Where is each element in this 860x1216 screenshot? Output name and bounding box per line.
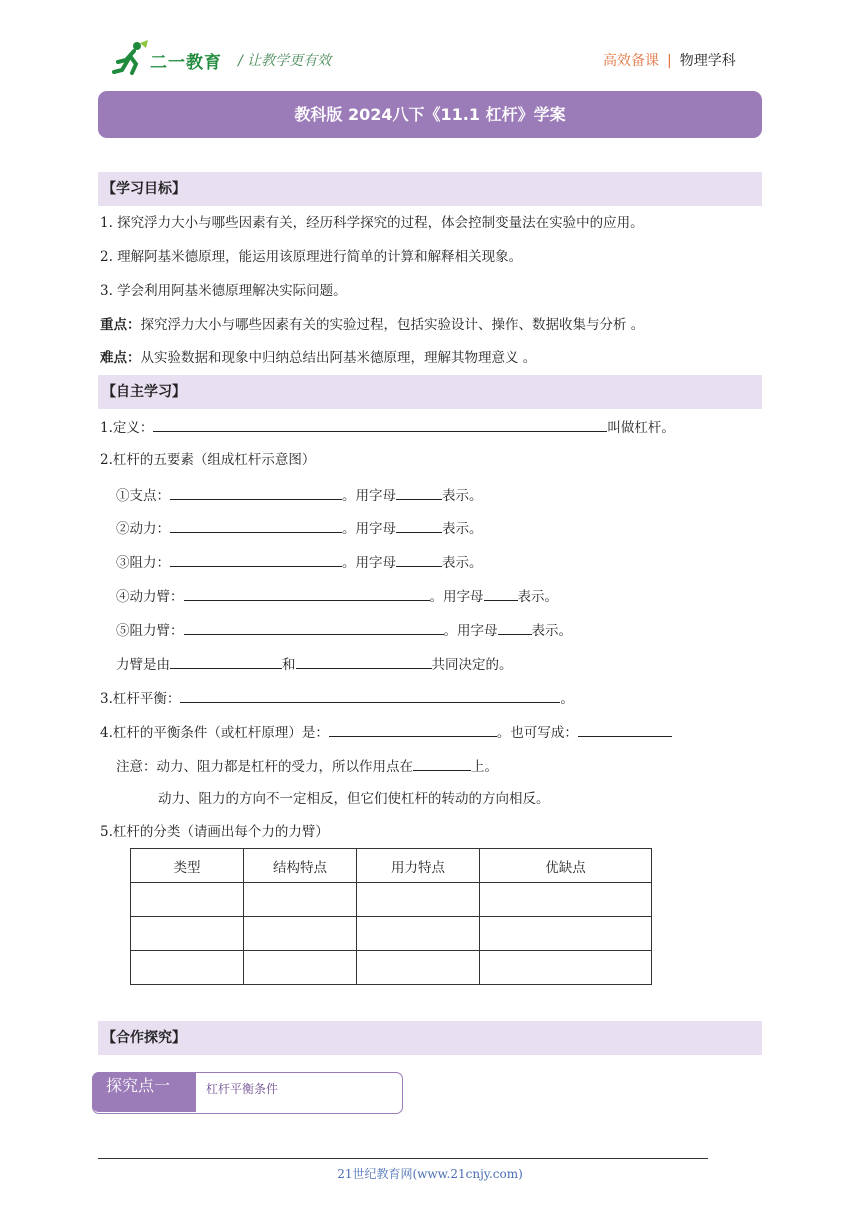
key-point-label: 重点： xyxy=(100,317,141,333)
header-separator: | xyxy=(667,53,672,69)
question-1-prefix: 1.定义： xyxy=(100,420,154,436)
blank-resistance-arm-letter[interactable] xyxy=(498,619,532,635)
header-tag-subject: 物理学科 xyxy=(679,53,736,69)
table-cell[interactable] xyxy=(357,883,480,917)
arm-text-a: 力臂是由 xyxy=(116,657,170,673)
blank-balance[interactable] xyxy=(180,687,560,703)
element-end: 表示。 xyxy=(442,555,483,571)
question-4-mid: 。也可写成： xyxy=(496,725,578,741)
element-label: ②动力： xyxy=(116,521,170,537)
key-point-text: 探究浮力大小与哪些因素有关的实验过程，包括实验设计、操作、数据收集与分析 。 xyxy=(140,317,645,333)
difficult-point-label: 难点： xyxy=(100,350,141,366)
element-row-2 xyxy=(116,517,483,539)
element-end: 表示。 xyxy=(531,623,572,639)
element-end: 表示。 xyxy=(442,488,483,504)
blank-fulcrum-letter[interactable] xyxy=(396,484,442,500)
question-1 xyxy=(100,416,675,438)
blank-effort-arm[interactable] xyxy=(184,585,430,601)
question-3 xyxy=(100,687,574,709)
table-cell[interactable] xyxy=(480,883,652,917)
blank-arm-2[interactable] xyxy=(296,653,432,669)
table-cell[interactable] xyxy=(131,883,244,917)
arm-text-c: 共同决定的。 xyxy=(431,657,513,673)
blank-balance-condition[interactable] xyxy=(329,721,497,737)
blank-resistance-arm[interactable] xyxy=(184,619,444,635)
element-end: 表示。 xyxy=(442,521,483,537)
question-5: 5.杠杆的分类（请画出每个力的力臂） xyxy=(100,824,329,840)
lever-classification-table xyxy=(130,848,652,985)
goal-item-1: 1. 探究浮力大小与哪些因素有关，经历科学探究的过程，体会控制变量法在实验中的应用。 xyxy=(100,215,644,231)
table-cell[interactable] xyxy=(357,951,480,985)
element-row-3 xyxy=(116,551,483,573)
arm-determination xyxy=(116,653,513,675)
logo-runner-icon xyxy=(110,40,150,76)
element-label: ③阻力： xyxy=(116,555,170,571)
element-row-1 xyxy=(116,484,483,506)
blank-arm-1[interactable] xyxy=(170,653,282,669)
element-row-4 xyxy=(116,585,558,607)
difficult-point-text: 从实验数据和现象中归纳总结出阿基米德原理，理解其物理意义 。 xyxy=(140,350,537,366)
element-row-5 xyxy=(116,619,572,641)
blank-effort-letter[interactable] xyxy=(396,517,442,533)
section-heading-goals: 【学习目标】 xyxy=(98,172,762,206)
difficult-point xyxy=(100,348,536,368)
question-3-prefix: 3.杠杆平衡： xyxy=(100,691,181,707)
blank-resistance-letter[interactable] xyxy=(396,551,442,567)
blank-application-point[interactable] xyxy=(413,755,471,771)
section-heading-self-study: 【自主学习】 xyxy=(98,375,762,409)
key-point xyxy=(100,315,644,335)
table-cell[interactable] xyxy=(357,917,480,951)
element-end: 表示。 xyxy=(517,589,558,605)
blank-fulcrum[interactable] xyxy=(170,484,342,500)
slogan: / 让教学更有效 xyxy=(238,53,332,69)
table-header: 用力特点 xyxy=(357,849,480,883)
element-label: ④动力臂： xyxy=(116,589,184,605)
note-line-2: 动力、阻力的方向不一定相反，但它们使杠杆的转动的方向相反。 xyxy=(158,791,550,807)
question-4-prefix: 4.杠杆的平衡条件（或杠杆原理）是： xyxy=(100,725,329,741)
table-cell[interactable] xyxy=(131,951,244,985)
element-mid: 。用字母 xyxy=(342,555,396,571)
arm-text-b: 和 xyxy=(282,657,296,673)
table-header: 优缺点 xyxy=(480,849,652,883)
element-mid: 。用字母 xyxy=(342,488,396,504)
section-heading-cooperative: 【合作探究】 xyxy=(98,1021,762,1055)
goal-item-2: 2. 理解阿基米德原理，能运用该原理进行简单的计算和解释相关现象。 xyxy=(100,249,523,265)
table-row xyxy=(131,883,652,917)
header-right xyxy=(603,50,736,70)
header-tag-prep: 高效备课 xyxy=(603,53,659,69)
footer-divider xyxy=(98,1158,708,1159)
footer-text: 21世纪教育网(www.21cnjy.com) xyxy=(337,1167,523,1181)
logo-text: 二一教育 xyxy=(150,53,222,73)
element-label: ①支点： xyxy=(116,488,170,504)
note-line-1 xyxy=(116,755,498,777)
goal-item-3: 3. 学会利用阿基米德原理解决实际问题。 xyxy=(100,283,347,299)
table-cell[interactable] xyxy=(244,917,357,951)
element-mid: 。用字母 xyxy=(342,521,396,537)
probe-subtitle: 杠杆平衡条件 xyxy=(206,1082,279,1096)
question-1-suffix: 叫做杠杆。 xyxy=(607,420,675,436)
blank-resistance[interactable] xyxy=(170,551,342,567)
element-label: ⑤阻力臂： xyxy=(116,623,184,639)
blank-effort-arm-letter[interactable] xyxy=(484,585,518,601)
table-cell[interactable] xyxy=(244,883,357,917)
note-text-a: 注意：动力、阻力都是杠杆的受力，所以作用点在 xyxy=(116,759,413,775)
question-4 xyxy=(100,721,672,743)
table-header: 类型 xyxy=(131,849,244,883)
blank-balance-formula[interactable] xyxy=(578,721,672,737)
element-mid: 。用字母 xyxy=(443,623,498,639)
page-title: 教科版 2024八下《11.1 杠杆》学案 xyxy=(98,91,762,138)
table-row xyxy=(131,951,652,985)
table-cell[interactable] xyxy=(244,951,357,985)
table-header: 结构特点 xyxy=(244,849,357,883)
table-row xyxy=(131,917,652,951)
question-2: 2.杠杆的五要素（组成杠杆示意图） xyxy=(100,452,316,468)
table-cell[interactable] xyxy=(131,917,244,951)
blank-effort[interactable] xyxy=(170,517,342,533)
table-cell[interactable] xyxy=(480,951,652,985)
probe-label: 探究点一 xyxy=(106,1076,171,1095)
table-cell[interactable] xyxy=(480,917,652,951)
note-text-b: 上。 xyxy=(471,759,498,775)
table-header-row xyxy=(131,849,652,883)
element-mid: 。用字母 xyxy=(429,589,484,605)
question-3-suffix: 。 xyxy=(560,691,574,707)
blank-definition[interactable] xyxy=(153,416,607,432)
